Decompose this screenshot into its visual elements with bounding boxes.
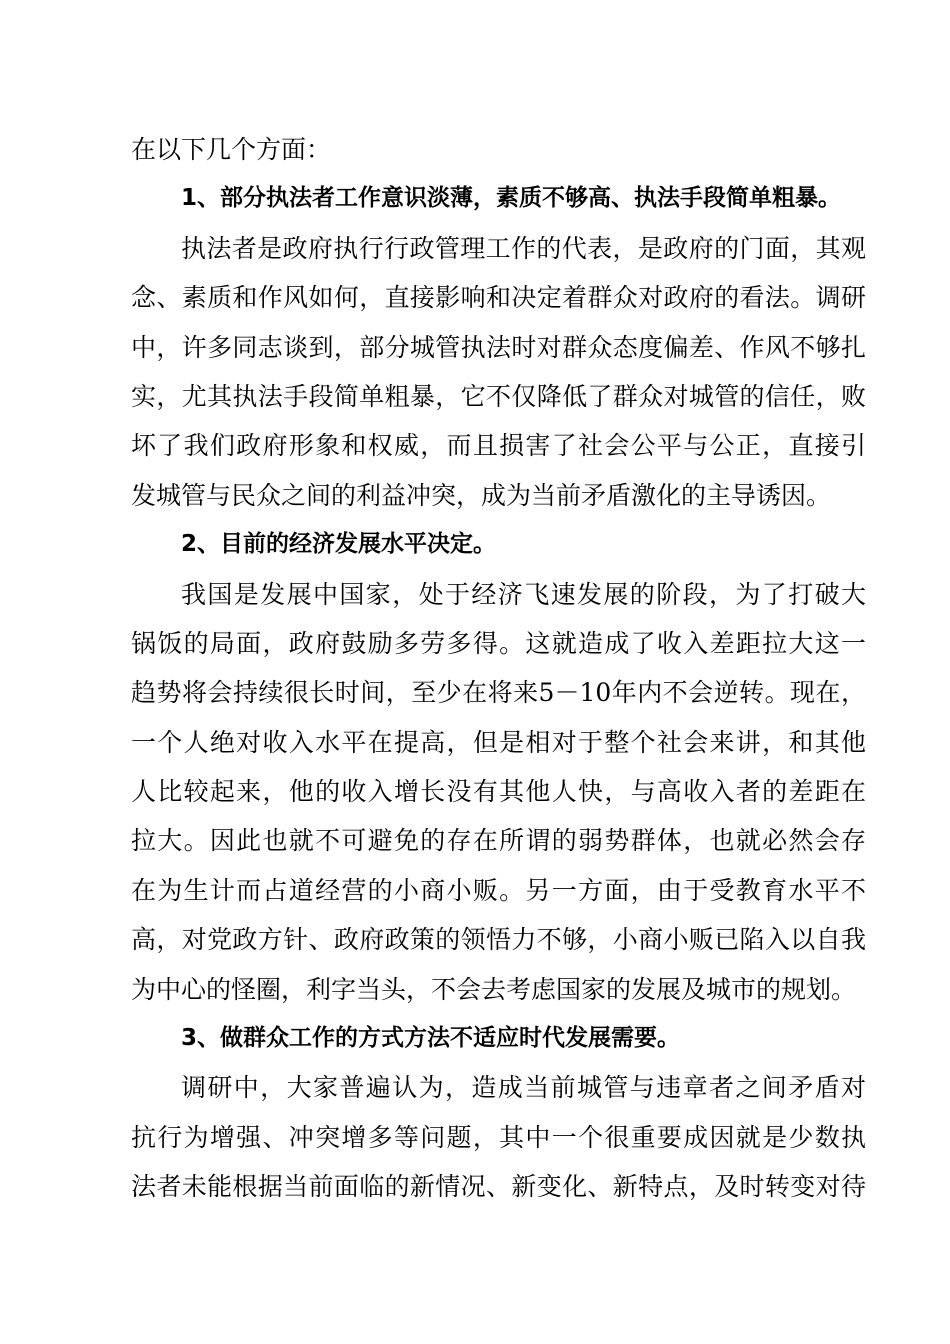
paragraph-line: 人比较起来，他的收入增长没有其他人快，与高收入者的差距在 (131, 777, 866, 807)
paragraph-line: 坏了我们政府形象和权威，而且损害了社会公平与公正，直接引 (131, 431, 866, 461)
paragraph-line: 我国是发展中国家，处于经济飞速发展的阶段，为了打破大 (181, 579, 866, 609)
paragraph-line: 拉大。因此也就不可避免的存在所谓的弱势群体，也就必然会存 (131, 826, 866, 856)
paragraph-line: 执法者是政府执行行政管理工作的代表，是政府的门面，其观 (181, 233, 866, 263)
document-body (131, 125, 866, 1212)
paragraph-line: 高，对党政方针、政府政策的领悟力不够，小商小贩已陷入以自我 (131, 925, 866, 955)
paragraph-line: 中，许多同志谈到，部分城管执法时对群众态度偏差、作风不够扎 (131, 332, 866, 362)
paragraph-line: 锅饭的局面，政府鼓励多劳多得。这就造成了收入差距拉大这一 (131, 628, 866, 658)
paragraph-line: 法者未能根据当前面临的新情况、新变化、新特点，及时转变对待 (131, 1172, 866, 1202)
paragraph-line: 念、素质和作风如何，直接影响和决定着群众对政府的看法。调研 (131, 283, 866, 313)
paragraph-line: 为中心的怪圈，利字当头，不会去考虑国家的发展及城市的规划。 (131, 974, 857, 1004)
paragraph-line: 抗行为增强、冲突增多等问题，其中一个很重要成因就是少数执 (131, 1122, 866, 1152)
section-heading: 1、部分执法者工作意识淡薄，素质不够高、执法手段简单粗暴。 (181, 185, 842, 212)
paragraph-line: 趋势将会持续很长时间，至少在将来5－10年内不会逆转。现在， (131, 678, 866, 708)
paragraph-line: 一个人绝对收入水平在提高，但是相对于整个社会来讲，和其他 (131, 727, 866, 757)
section-heading: 2、目前的经济发展水平决定。 (181, 531, 497, 558)
section-heading: 3、做群众工作的方式方法不适应时代发展需要。 (181, 1025, 681, 1052)
paragraph-line: 调研中，大家普遍认为，造成当前城管与违章者之间矛盾对 (181, 1073, 866, 1103)
paragraph-line: 实，尤其执法手段简单粗暴，它不仅降低了群众对城管的信任，败 (131, 381, 866, 411)
paragraph-line: 发城管与民众之间的利益冲突，成为当前矛盾激化的主导诱因。 (131, 480, 832, 510)
paragraph-line: 在为生计而占道经营的小商小贩。另一方面，由于受教育水平不 (131, 875, 866, 905)
paragraph-line: 在以下几个方面： (131, 135, 332, 164)
